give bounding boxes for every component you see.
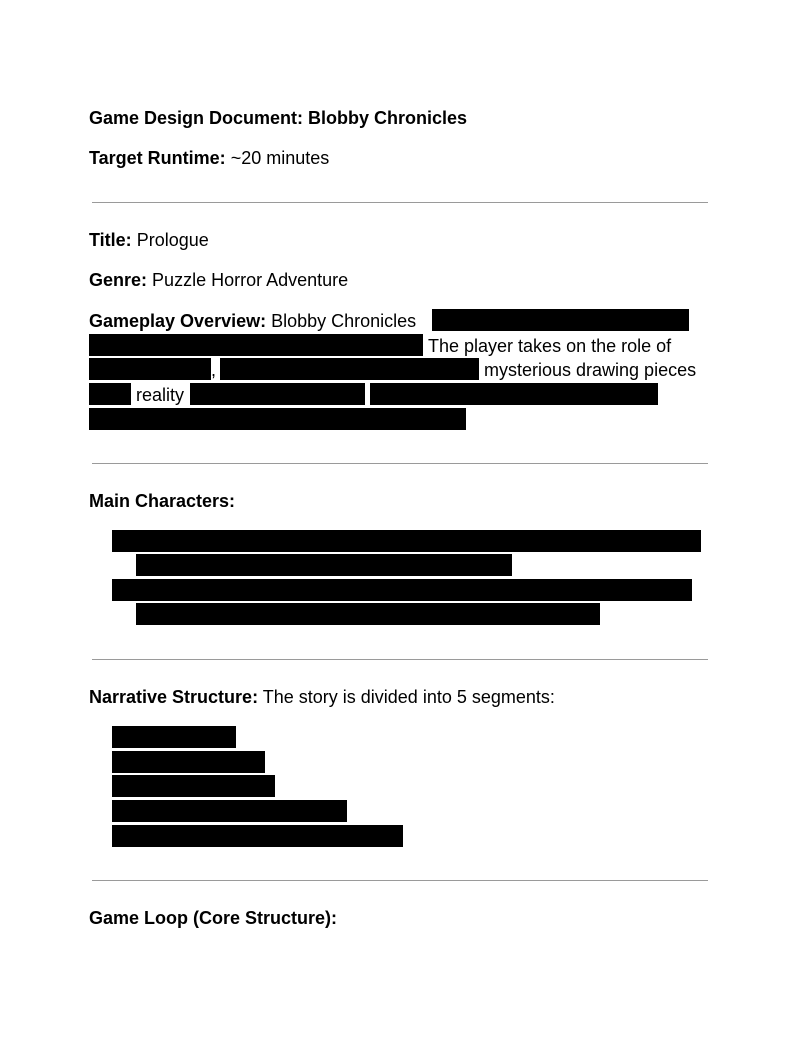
title-field [89,229,209,251]
redaction-block [432,309,689,331]
narrative-structure [89,686,555,708]
section-divider [92,880,708,881]
gameplay-overview [89,310,416,332]
section-divider [92,659,708,660]
target-runtime [89,147,329,169]
document-title: Game Design Document: Blobby Chronicles [89,108,468,128]
overview-text-2: The player takes on the role of [428,336,672,356]
redaction-block [370,383,658,405]
overview-text-1: Blobby Chronicles [271,311,417,331]
overview-text-4: reality [136,385,185,405]
redaction-block [112,775,275,797]
section-divider [92,202,708,203]
overview-label: Gameplay Overview: [89,311,267,331]
redaction-block [89,334,423,356]
redaction-block [112,825,403,847]
redaction-block [112,751,265,773]
target-runtime-value: ~20 minutes [230,148,330,168]
redaction-block [112,530,701,552]
title-label: Title: [89,230,132,250]
redaction-block [220,358,479,380]
genre-label: Genre: [89,270,148,290]
overview-comma: , [211,360,217,380]
redaction-block [89,358,211,380]
narrative-label: Narrative Structure: [89,687,259,707]
redaction-block [136,603,600,625]
narrative-text: The story is divided into 5 segments: [262,687,555,707]
characters-heading: Main Characters: [89,491,236,511]
redaction-block [112,579,692,601]
redaction-block [190,383,365,405]
redaction-block [112,800,347,822]
title-value: Prologue [136,230,209,250]
redaction-block [89,408,466,430]
genre-field [89,269,348,291]
game-loop-heading: Game Loop (Core Structure): [89,908,338,928]
redaction-block [112,726,236,748]
genre-value: Puzzle Horror Adventure [152,270,349,290]
target-runtime-label: Target Runtime: [89,148,226,168]
redaction-block [136,554,512,576]
overview-text-3: mysterious drawing pieces [484,360,697,380]
redaction-block [89,383,131,405]
section-divider [92,463,708,464]
